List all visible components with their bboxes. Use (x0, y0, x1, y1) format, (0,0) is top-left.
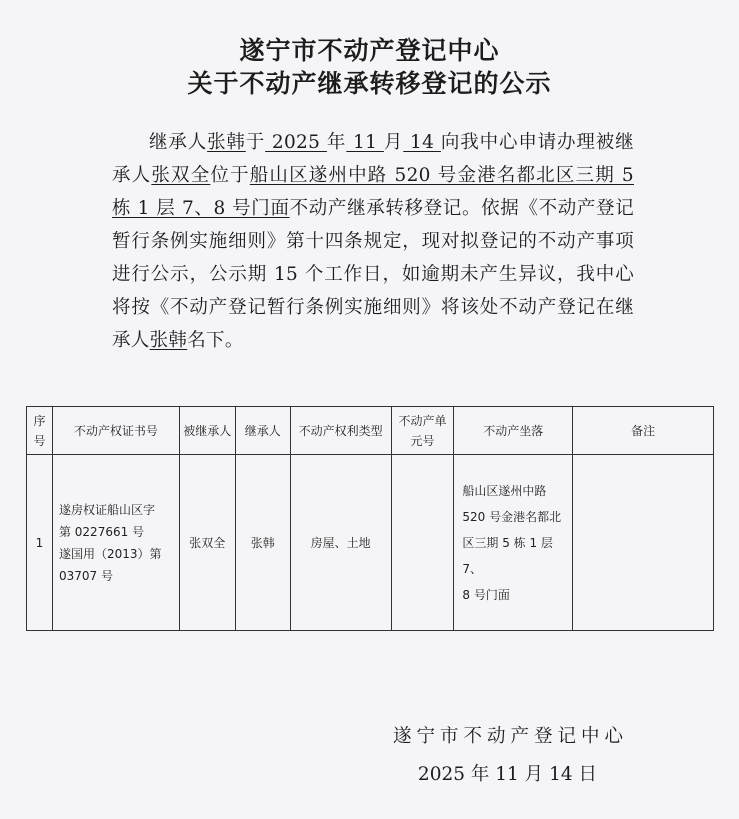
cell-note (573, 455, 714, 631)
location-line: 船山区遂州中路 (462, 483, 547, 498)
notice-body (112, 126, 634, 357)
text-segment: 名下。 (187, 330, 244, 351)
text-segment: 向我中心申请办理被继承人 (112, 132, 634, 186)
header-note: 备注 (573, 407, 714, 455)
page-title: 遂宁市不动产登记中心 (239, 36, 500, 65)
page-subtitle: 关于不动产继承转移登记的公示 (187, 69, 552, 98)
text-segment: 于 (245, 132, 266, 153)
heir-name: 张韩 (207, 132, 246, 153)
header-seq: 序号 (27, 407, 53, 455)
cert-line: 第 0227661 号 (58, 524, 145, 539)
cell-unit (391, 455, 454, 631)
decedent-name: 张双全 (151, 165, 211, 186)
cell-heir: 张韩 (235, 455, 290, 631)
header-decedent: 被继承人 (179, 407, 235, 455)
header-cert: 不动产权证书号 (52, 407, 179, 455)
signature-date: 2025 年 11 月 14 日 (417, 764, 597, 785)
registration-table (26, 406, 714, 631)
text-segment: 不动产继承转移登记。依据《不动产登记暂行条例实施细则》第十四条规定，现对拟登记的不动产事项进行公示，公示期 15 个工作日，如逾期未产生异议，我中心将按《不动产登记暂行条例实施细则》将该处不动产登记在继承人 (112, 198, 634, 351)
property-location: 船山区遂州中路 520 号金港名都北区三期 5 栋 1 层 7、8 号门面 (112, 165, 634, 219)
cert-line: 03707 号 (58, 568, 113, 583)
header-unit: 不动产单元号 (391, 407, 454, 455)
table-header-row (27, 407, 714, 455)
header-location: 不动产坐落 (454, 407, 573, 455)
location-line: 8 号门面 (462, 587, 510, 602)
header-heir: 继承人 (235, 407, 290, 455)
apply-day: 14 (403, 132, 441, 153)
cert-line: 遂国用（2013）第 (58, 546, 162, 561)
cell-seq: 1 (27, 455, 53, 631)
header-type: 不动产权利类型 (290, 407, 391, 455)
table-row (27, 455, 714, 631)
text-segment: 年 (326, 132, 347, 153)
apply-month: 11 (346, 132, 384, 153)
cell-type: 房屋、土地 (290, 455, 391, 631)
cell-location (454, 455, 573, 631)
text-segment: 继承人 (149, 132, 208, 153)
location-line: 520 号金港名都北 (462, 509, 562, 524)
text-segment: 位于 (210, 165, 250, 186)
cell-cert (52, 455, 179, 631)
signature-org: 遂宁市不动产登记中心 (392, 726, 628, 747)
location-line: 区三期 5 栋 1 层 7、 (462, 535, 553, 576)
cell-decedent: 张双全 (179, 455, 235, 631)
notice-paragraph (112, 126, 634, 357)
apply-year: 2025 (265, 132, 327, 153)
heir-name-2: 张韩 (149, 330, 188, 351)
text-segment: 月 (383, 132, 404, 153)
cert-line: 遂房权证船山区字 (58, 502, 155, 517)
